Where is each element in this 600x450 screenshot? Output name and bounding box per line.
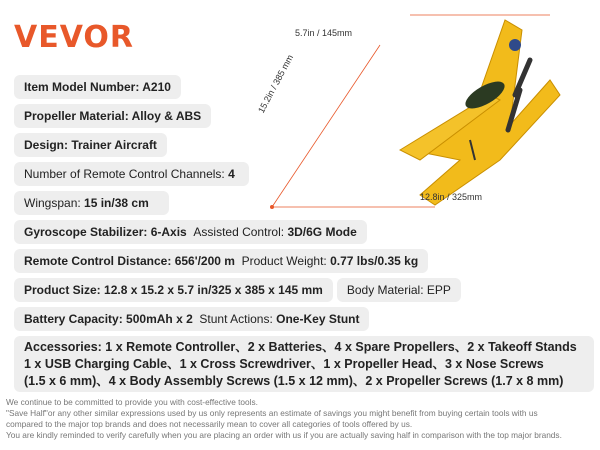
brand-logo: VEVOR	[14, 20, 135, 55]
width-dimension-label: 12.8in / 325mm	[420, 192, 483, 202]
dimension-origin	[270, 205, 274, 209]
disclaimer-line: compared to the major top brands and does not necessarily mean to cover all categories of tools offered by us.	[6, 419, 413, 429]
spec-propeller-material: Propeller Material: Alloy & ABS	[14, 104, 211, 128]
accessories-box	[14, 336, 594, 392]
spec-wingspan: Wingspan: 15 in/38 cm	[14, 191, 169, 215]
plane-body	[410, 20, 560, 205]
disclaimer-line: We continue to be committed to provide you with cost-effective tools.	[6, 397, 258, 407]
accessories-line: (1.5 x 6 mm)、4 x Body Assembly Screws (1.5 x 12 mm)、2 x Propeller Screws (1.7 x 8 mm)	[24, 374, 564, 388]
length-dimension-label: 15.2in / 385 mm	[256, 53, 296, 115]
spec-channels: Number of Remote Control Channels: 4	[14, 162, 249, 186]
spec-body-material: Body Material: EPP	[337, 278, 461, 302]
disclaimer-line: You are kindly reminded to verify carefully when you are placing an order with us if you are actually saving half in comparison with the top major brands.	[6, 430, 562, 440]
spec-gyroscope-assisted: Gyroscope Stabilizer: 6-Axis Assisted Control: 3D/6G Mode	[14, 220, 367, 244]
spec-model-number: Item Model Number: A210	[14, 75, 181, 99]
accessories-line: 1 x USB Charging Cable、1 x Cross Screwdriver、1 x Propeller Head、3 x Nose Screws	[24, 357, 544, 371]
spec-product-size: Product Size: 12.8 x 15.2 x 5.7 in/325 x 385 x 145 mm	[14, 278, 333, 302]
plane-insignia	[509, 39, 521, 51]
disclaimer	[6, 397, 562, 441]
spec-design: Design: Trainer Aircraft	[14, 133, 167, 157]
spec-distance-weight: Remote Control Distance: 656'/200 m Product Weight: 0.77 lbs/0.35 kg	[14, 249, 428, 273]
spec-battery-stunt: Battery Capacity: 500mAh x 2 Stunt Actions: One-Key Stunt	[14, 307, 369, 331]
height-dimension-label: 5.7in / 145mm	[295, 28, 353, 38]
disclaimer-line: "Save Half"or any other similar expressions used by us only represents an estimate of savings you might benefit from buying certain tools with us	[6, 408, 538, 418]
accessories-line: Accessories: 1 x Remote Controller、2 x Batteries、4 x Spare Propellers、2 x Takeoff Stands	[24, 340, 577, 354]
